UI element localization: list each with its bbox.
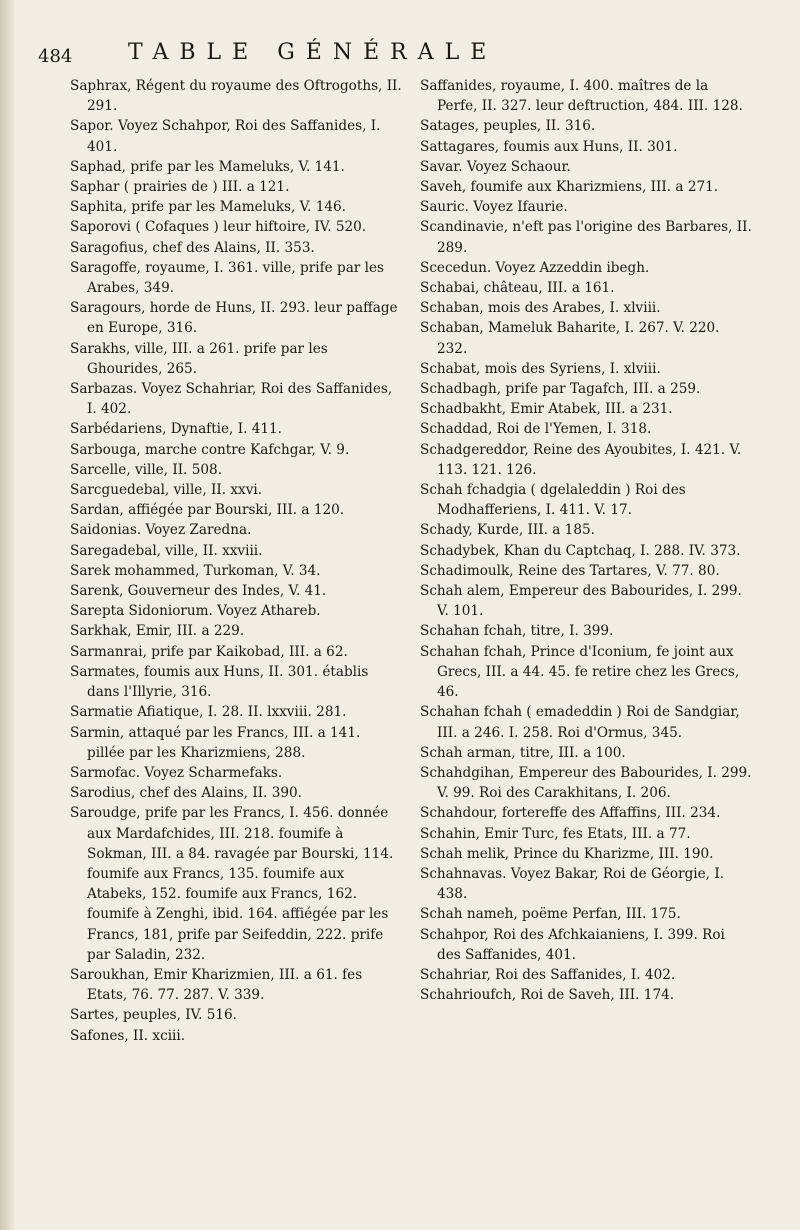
index-entry: Sattagares, foumis aux Huns, II. 301. [420,138,678,155]
index-entry: Schaban, mois des Arabes, I. xlviii. [420,300,661,317]
index-entry: Saroukhan, Emir Kharizmien, III. a 61. fes Etats, 76. 77. 287. V. 339. [70,966,363,1004]
index-entry: Schadbagh, prife par Tagafch, III. a 259. [420,381,701,398]
index-entry: Saphita, prife par les Mameluks, V. 146. [70,199,346,216]
index-entry: Saroudge, prife par les Francs, I. 456. donnée aux Mardafchides, III. 218. foumife à Sokman, III. a 84. ravagée par Bourski, 114. foumife aux Francs, 135. foumife aux Atabeks, 152. foumife aux Francs, 162. foumife à Zenghi, ibid. 164. affiégée par les Francs, 181, prife par Seifeddin, 222. prife par Saladin, 232. [70,805,394,963]
index-entry: Saregadebal, ville, II. xxviii. [70,542,263,559]
index-entry: Schabat, mois des Syriens, I. xlviii. [420,360,661,377]
index-column-left [70,76,402,1046]
index-entry: Savar. Voyez Schaour. [420,158,571,175]
index-entry: Schahpor, Roi des Afchkaianiens, I. 399. Roi des Saffanides, 401. [420,926,725,963]
index-entry: Schabai, château, III. a 161. [420,280,615,297]
index-entry: Saphad, prife par les Mameluks, V. 141. [70,158,345,175]
index-entry: Sarmin, attaqué par les Francs, III. a 141. pillée par les Kharizmiens, 288. [70,724,361,761]
index-entry: Schahriar, Roi des Saffanides, I. 402. [420,966,676,983]
index-entry: Saveh, foumife aux Kharizmiens, III. a 271. [420,179,719,196]
index-entry: Sarakhs, ville, III. a 261. prife par les Ghourides, 265. [70,340,328,377]
index-entry: Schadimoulk, Reine des Tartares, V. 77. 80. [420,562,720,579]
index-entry: Schadybek, Khan du Captchaq, I. 288. IV. 373. [420,542,741,559]
index-entry: Schahin, Emir Turc, fes Etats, III. a 77. [420,825,691,842]
index-entry: Schadbakht, Emir Atabek, III. a 231. [420,401,673,418]
index-entry: Saphrax, Régent du royaume des Oftrogoths, II. 291. [70,78,402,115]
index-entry: Saffanides, royaume, I. 400. maîtres de la Perfe, II. 327. leur deftruction, 484. III. 128. [420,78,743,115]
index-entry: Sarbazas. Voyez Schahriar, Roi des Saffanides, I. 402. [70,381,393,418]
index-entry: Satages, peuples, II. 316. [420,118,596,135]
index-entry: Sartes, peuples, IV. 516. [70,1007,237,1024]
index-entry: Schaban, Mameluk Baharite, I. 267. V. 220. 232. [420,320,720,357]
index-entry: Saphar ( prairies de ) III. a 121. [70,179,290,196]
index-entry: Saidonias. Voyez Zaredna. [70,522,252,539]
index-entry: Schahdour, fortereffe des Affaffins, III. 234. [420,805,721,822]
index-entry: Sarek mohammed, Turkoman, V. 34. [70,562,321,579]
index-entry: Sarcguedebal, ville, II. xxvi. [70,482,263,499]
index-entry: Schah melik, Prince du Kharizme, III. 190. [420,845,714,862]
index-entry: Scandinavie, n'eft pas l'origine des Barbares, II. 289. [420,219,752,256]
index-entry: Schady, Kurde, III. a 185. [420,522,595,539]
index-entry: Schahnavas. Voyez Bakar, Roi de Géorgie, I. 438. [420,865,725,903]
index-entry: Sarbédariens, Dynaftie, I. 411. [70,421,282,438]
index-entry: Saragofius, chef des Alains, II. 353. [70,239,315,256]
running-title: TABLE GÉNÉRALE [128,40,498,65]
index-entry: Schadgereddor, Reine des Ayoubites, I. 421. V. 113. 121. 126. [420,441,742,478]
index-entry: Sarenk, Gouverneur des Indes, V. 41. [70,583,327,600]
page-header [38,40,738,70]
index-entry: Saporovi ( Cofaques ) leur hiftoire, IV. 520. [70,219,367,236]
index-entry: Saragoffe, royaume, I. 361. ville, prife par les Arabes, 349. [70,259,384,297]
index-entry: Schahrioufch, Roi de Saveh, III. 174. [420,987,675,1004]
index-entry: Schah fchadgia ( dgelaleddin ) Roi des Modhafferiens, I. 411. V. 17. [420,482,686,519]
index-entry: Schahan fchah ( emadeddin ) Roi de Sandgiar, III. a 246. I. 258. Roi d'Ormus, 345. [420,704,740,741]
index-entry: Schah arman, titre, III. a 100. [420,744,626,761]
index-entry: Sarodius, chef des Alains, II. 390. [70,785,302,802]
index-entry: Saragours, horde de Huns, II. 293. leur paffage en Europe, 316. [70,300,398,337]
index-entry: Schahan fchah, titre, I. 399. [420,623,614,640]
index-entry: Sapor. Voyez Schahpor, Roi des Saffanides, I. 401. [70,118,381,155]
index-entry: Sardan, affiégée par Bourski, III. a 120. [70,502,345,519]
index-entry: Sarmates, foumis aux Huns, II. 301. établis dans l'Illyrie, 316. [70,663,369,701]
index-entry: Sarbouga, marche contre Kafchgar, V. 9. [70,441,350,458]
index-entry: Sarmofac. Voyez Scharmefaks. [70,764,283,781]
index-entry: Schahan fchah, Prince d'Iconium, fe joint aux Grecs, III. a 44. 45. fe retire chez les Grecs, 46. [420,643,740,701]
page-gutter [0,0,14,1230]
index-entry: Schah nameh, poëme Perfan, III. 175. [420,906,681,923]
index-entry: Sarmatie Afiatique, I. 28. II. lxxviii. 281. [70,704,347,721]
index-column-right [420,76,752,1005]
index-entry: Schahdgihan, Empereur des Babourides, I. 299. V. 99. Roi des Carakhitans, I. 206. [420,764,752,802]
index-entry: Sarmanrai, prife par Kaikobad, III. a 62. [70,643,348,660]
index-entry: Sarkhak, Emir, III. a 229. [70,623,245,640]
index-entry: Safones, II. xciii. [70,1027,186,1044]
index-entry: Sarcelle, ville, II. 508. [70,461,223,478]
index-entry: Sauric. Voyez Ifaurie. [420,199,568,216]
index-entry: Schah alem, Empereur des Babourides, I. 299. V. 101. [420,583,742,620]
index-entry: Schaddad, Roi de l'Yemen, I. 318. [420,421,652,438]
page-number: 484 [38,46,73,67]
index-entry: Sarepta Sidoniorum. Voyez Athareb. [70,603,321,620]
index-entry: Scecedun. Voyez Azzeddin ibegh. [420,259,650,276]
